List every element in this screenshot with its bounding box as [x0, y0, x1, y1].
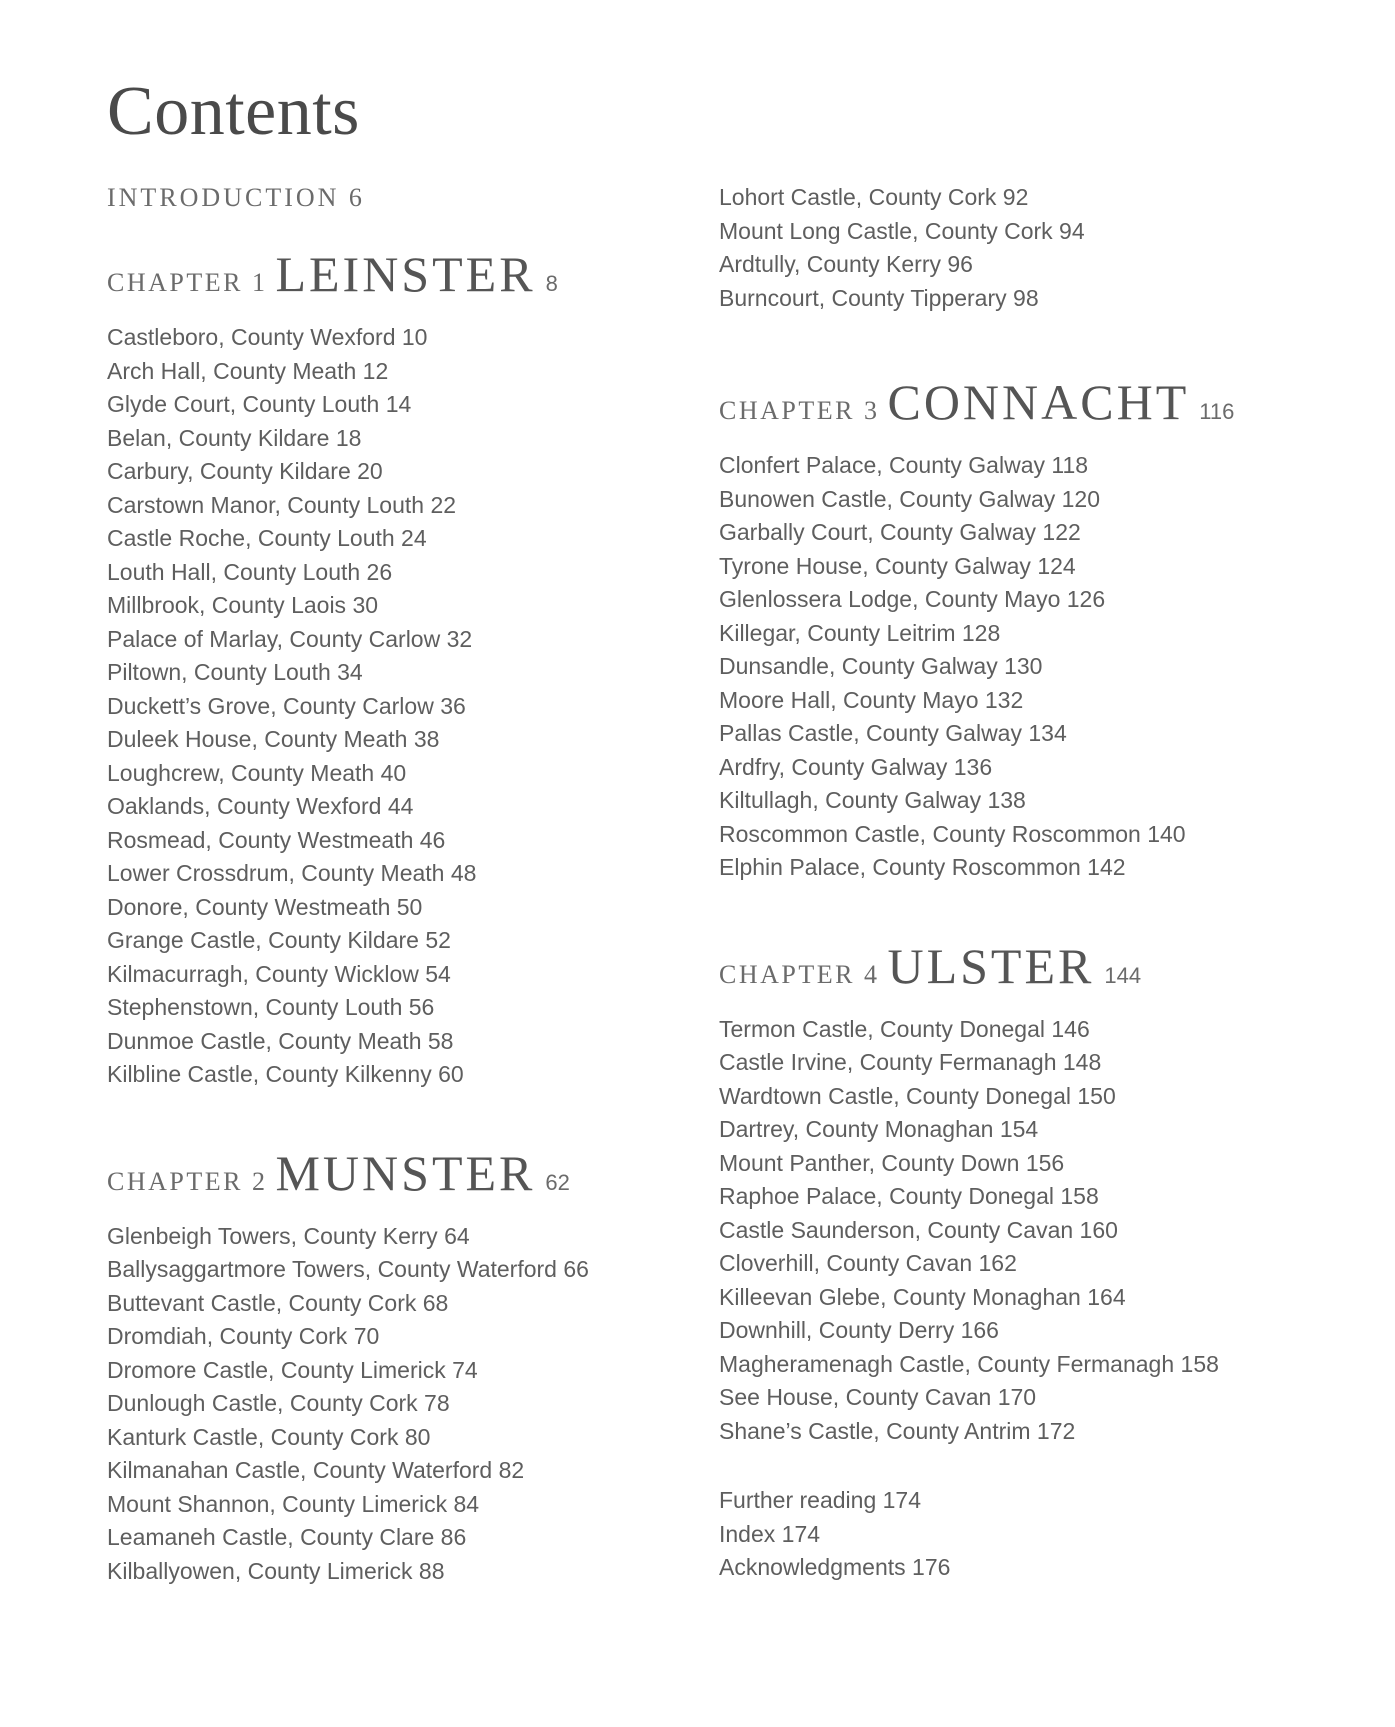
toc-entry[interactable]: Duleek House, County Meath 38	[107, 726, 440, 752]
toc-entry[interactable]: Kilmacurragh, County Wicklow 54	[107, 960, 451, 987]
toc-entry[interactable]: Ardfry, County Galway 136	[719, 753, 993, 780]
toc-entry[interactable]: Downhill, County Derry 166	[719, 1317, 999, 1343]
toc-entry[interactable]: Magheramenagh Castle, County Fermanagh 158	[719, 1350, 1219, 1377]
chapter-name: MUNSTER	[275, 1144, 536, 1201]
chapter-3-heading[interactable]	[719, 373, 1339, 435]
toc-entry[interactable]: Kiltullagh, County Galway 138	[719, 787, 1026, 813]
toc-entry[interactable]: Oaklands, County Wexford 44	[107, 793, 414, 819]
toc-entry[interactable]: Carbury, County Kildare 20	[107, 458, 383, 484]
toc-entry[interactable]: Raphoe Palace, County Donegal 158	[719, 1183, 1099, 1209]
toc-entry[interactable]: Stephenstown, County Louth 56	[107, 994, 435, 1020]
chapter-2-continued-list	[719, 181, 1339, 315]
toc-entry[interactable]: Ardtully, County Kerry 96	[719, 251, 973, 277]
chapter-name: ULSTER	[887, 937, 1095, 994]
toc-entry[interactable]: See House, County Cavan 170	[719, 1384, 1037, 1410]
toc-entry[interactable]: Termon Castle, County Donegal 146	[719, 1015, 1090, 1042]
toc-entry[interactable]: Castleboro, County Wexford 10	[107, 324, 428, 350]
contents-right-column	[719, 181, 1339, 1585]
chapter-4-heading[interactable]	[719, 937, 1339, 999]
toc-entry[interactable]: Elphin Palace, County Roscommon 142	[719, 854, 1126, 880]
toc-entry[interactable]: Arch Hall, County Meath 12	[107, 357, 389, 384]
chapter-page: 116	[1199, 399, 1235, 424]
toc-entry[interactable]: Leamaneh Castle, County Clare 86	[107, 1524, 467, 1550]
toc-entry[interactable]: Donore, County Westmeath 50	[107, 893, 423, 920]
toc-entry[interactable]: Kilballyowen, County Limerick 88	[107, 1557, 445, 1584]
toc-entry[interactable]: Grange Castle, County Kildare 52	[107, 927, 451, 953]
toc-entry[interactable]: Mount Panther, County Down 156	[719, 1149, 1065, 1176]
chapter-1-list	[107, 321, 727, 1092]
toc-entry[interactable]: Lower Crossdrum, County Meath 48	[107, 860, 477, 886]
toc-entry[interactable]: Tyrone House, County Galway 124	[719, 552, 1076, 579]
toc-entry[interactable]: Dartrey, County Monaghan 154	[719, 1116, 1039, 1142]
toc-entry[interactable]: Clonfert Palace, County Galway 118	[719, 452, 1089, 478]
back-matter-list	[719, 1484, 1339, 1585]
chapter-2-list	[107, 1220, 727, 1589]
toc-entry[interactable]: Millbrook, County Laois 30	[107, 592, 379, 618]
toc-entry[interactable]: Bunowen Castle, County Galway 120	[719, 485, 1100, 512]
toc-entry[interactable]: Loughcrew, County Meath 40	[107, 759, 407, 786]
toc-entry[interactable]: Glenlossera Lodge, County Mayo 126	[719, 586, 1106, 612]
toc-entry[interactable]: Dunmoe Castle, County Meath 58	[107, 1027, 454, 1054]
chapter-2-heading[interactable]	[107, 1144, 727, 1206]
toc-entry[interactable]: Killegar, County Leitrim 128	[719, 619, 1001, 646]
toc-entry[interactable]: Dromore Castle, County Limerick 74	[107, 1356, 478, 1383]
toc-entry[interactable]: Shane’s Castle, County Antrim 172	[719, 1417, 1076, 1444]
toc-entry[interactable]: Glenbeigh Towers, County Kerry 64	[107, 1222, 470, 1249]
toc-entry[interactable]: Rosmead, County Westmeath 46	[107, 826, 446, 853]
toc-entry[interactable]: Castle Irvine, County Fermanagh 148	[719, 1049, 1102, 1075]
toc-entry[interactable]: Kilbline Castle, County Kilkenny 60	[107, 1061, 464, 1087]
introduction-entry[interactable]: INTRODUCTION 6	[107, 183, 365, 212]
chapter-4-list	[719, 1013, 1339, 1449]
toc-entry[interactable]: Acknowledgments 176	[719, 1554, 951, 1580]
toc-entry[interactable]: Kanturk Castle, County Cork 80	[107, 1423, 431, 1450]
toc-entry[interactable]: Kilmanahan Castle, County Waterford 82	[107, 1457, 525, 1483]
toc-entry[interactable]: Lohort Castle, County Cork 92	[719, 184, 1029, 210]
toc-entry[interactable]: Duckett’s Grove, County Carlow 36	[107, 692, 466, 719]
chapter-page: 144	[1104, 962, 1142, 988]
toc-entry[interactable]: Castle Saunderson, County Cavan 160	[719, 1216, 1118, 1243]
toc-entry[interactable]: Castle Roche, County Louth 24	[107, 525, 427, 551]
toc-entry[interactable]: Killeevan Glebe, County Monaghan 164	[719, 1283, 1126, 1310]
toc-entry[interactable]: Dunlough Castle, County Cork 78	[107, 1390, 450, 1416]
toc-entry[interactable]: Pallas Castle, County Galway 134	[719, 720, 1067, 746]
toc-entry[interactable]: Mount Shannon, County Limerick 84	[107, 1490, 480, 1517]
toc-entry[interactable]: Belan, County Kildare 18	[107, 424, 362, 451]
toc-entry[interactable]: Moore Hall, County Mayo 132	[719, 686, 1024, 713]
chapter-3-list	[719, 449, 1339, 885]
chapter-page: 8	[545, 271, 558, 296]
toc-entry[interactable]: Buttevant Castle, County Cork 68	[107, 1289, 449, 1316]
chapter-page: 62	[545, 1169, 570, 1195]
toc-entry[interactable]: Glyde Court, County Louth 14	[107, 391, 412, 417]
toc-entry[interactable]: Palace of Marlay, County Carlow 32	[107, 625, 473, 652]
toc-entry[interactable]: Dromdiah, County Cork 70	[107, 1323, 380, 1349]
toc-entry[interactable]: Piltown, County Louth 34	[107, 659, 363, 685]
toc-entry[interactable]: Mount Long Castle, County Cork 94	[719, 217, 1085, 244]
toc-entry[interactable]: Index 174	[719, 1520, 821, 1547]
toc-entry[interactable]: Louth Hall, County Louth 26	[107, 558, 393, 585]
toc-entry[interactable]: Cloverhill, County Cavan 162	[719, 1250, 1017, 1276]
toc-entry[interactable]: Carstown Manor, County Louth 22	[107, 491, 457, 518]
chapter-name: CONNACHT	[887, 374, 1190, 430]
page-title: Contents	[107, 73, 360, 150]
toc-entry[interactable]: Roscommon Castle, County Roscommon 140	[719, 820, 1186, 847]
chapter-label: CHAPTER 2	[107, 1166, 268, 1196]
toc-entry[interactable]: Further reading 174	[719, 1487, 922, 1513]
toc-entry[interactable]: Wardtown Castle, County Donegal 150	[719, 1082, 1116, 1109]
chapter-label: CHAPTER 4	[719, 959, 880, 989]
contents-left-column	[107, 181, 727, 1588]
toc-entry[interactable]: Burncourt, County Tipperary 98	[719, 284, 1039, 311]
chapter-label: CHAPTER 3	[719, 396, 880, 425]
toc-entry[interactable]: Dunsandle, County Galway 130	[719, 653, 1043, 679]
chapter-1-heading[interactable]	[107, 245, 727, 307]
chapter-label: CHAPTER 1	[107, 268, 268, 297]
chapter-name: LEINSTER	[275, 246, 536, 302]
toc-entry[interactable]: Ballysaggartmore Towers, County Waterford 66	[107, 1256, 589, 1282]
toc-entry[interactable]: Garbally Court, County Galway 122	[719, 519, 1081, 545]
